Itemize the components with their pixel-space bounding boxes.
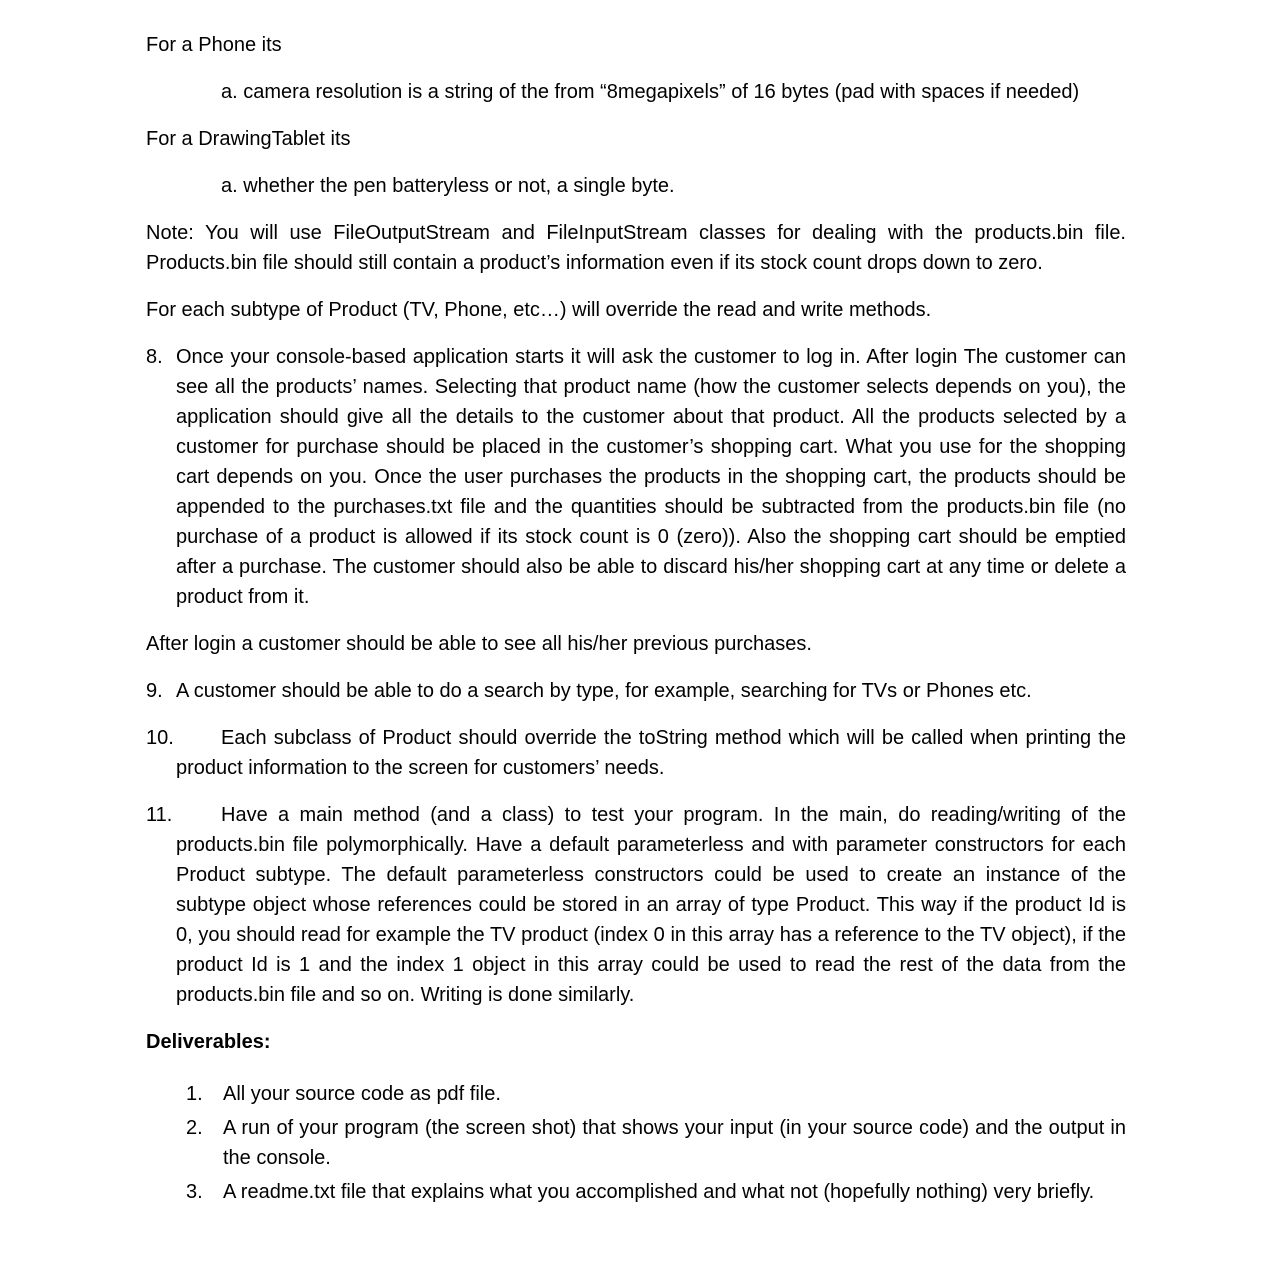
- override-note: For each subtype of Product (TV, Phone, etc…) will override the read and write methods.: [146, 299, 932, 321]
- deliverable-number: 2.: [186, 1117, 203, 1139]
- deliverable-item: [146, 1079, 1126, 1109]
- list-item-10: [146, 723, 1126, 783]
- deliverable-text: All your source code as pdf file.: [223, 1083, 501, 1105]
- tablet-heading: For a DrawingTablet its: [146, 128, 351, 150]
- deliverables-list: [146, 1079, 1126, 1207]
- note-line-1: Note: You will use FileOutputStream and FileInputStream classes for dealing with the products.bin file.: [146, 222, 1126, 244]
- deliverable-number: 1.: [186, 1083, 203, 1105]
- list-number: 10.: [146, 727, 174, 749]
- deliverable-item: [146, 1177, 1126, 1207]
- list-number: 11.: [146, 804, 173, 826]
- note-line-2: Products.bin file should still contain a product’s information even if its stock count drops down to zero.: [146, 252, 1043, 274]
- list-text: A customer should be able to do a search by type, for example, searching for TVs or Phones etc.: [176, 680, 1032, 702]
- deliverable-item: [146, 1113, 1126, 1173]
- deliverable-number: 3.: [186, 1181, 203, 1203]
- list-text: Each subclass of Product should override the toString method which will be called when printing the product information to the screen for customers’ needs.: [176, 727, 1126, 779]
- deliverable-text: A readme.txt file that explains what you accomplished and what not (hopefully nothing) very briefly.: [223, 1181, 1095, 1203]
- deliverables-heading: Deliverables:: [146, 1031, 271, 1053]
- deliverable-text: A run of your program (the screen shot) that shows your input (in your source code) and the output in the console.: [223, 1117, 1126, 1169]
- document-page: [146, 30, 1126, 1211]
- list-number: 9.: [146, 680, 163, 702]
- note-block: [146, 218, 1126, 278]
- list-item-9: [146, 676, 1126, 706]
- list-number: 8.: [146, 346, 163, 368]
- phone-camera-item: a. camera resolution is a string of the from “8megapixels” of 16 bytes (pad with spaces if needed): [221, 81, 1080, 103]
- list-text: Have a main method (and a class) to test your program. In the main, do reading/writing of the products.bin file polymorphically. Have a default parameterless and with parameter constructors for each Product subtype. The default parameterless constructors could be used to create an instance of the subtype object whose references could be stored in an array of type Product. This way if the product Id is 0, you should read for example the TV product (index 0 in this array has a reference to the TV object), if the product Id is 1 and the index 1 object in this array could be used to read the rest of the data from the products.bin file and so on. Writing is done similarly.: [176, 804, 1126, 1006]
- list-item-11: [146, 800, 1126, 1010]
- after-login-note: After login a customer should be able to see all his/her previous purchases.: [146, 633, 812, 655]
- phone-heading: For a Phone its: [146, 34, 282, 56]
- tablet-pen-item: a. whether the pen batteryless or not, a single byte.: [221, 175, 675, 197]
- list-text: Once your console-based application starts it will ask the customer to log in. After login The customer can see all the products’ names. Selecting that product name (how the customer selects depends on you), the application should give all the details to the customer about that product. All the products selected by a customer for purchase should be placed in the customer’s shopping cart. What you use for the shopping cart depends on you. Once the user purchases the products in the shopping cart, the products should be appended to the purchases.txt file and the quantities should be subtracted from the products.bin file (no purchase of a product is allowed if its stock count is 0 (zero)). Also the shopping cart should be emptied after a purchase. The customer should also be able to discard his/her shopping cart at any time or delete a product from it.: [176, 346, 1126, 608]
- list-item-8: [146, 342, 1126, 612]
